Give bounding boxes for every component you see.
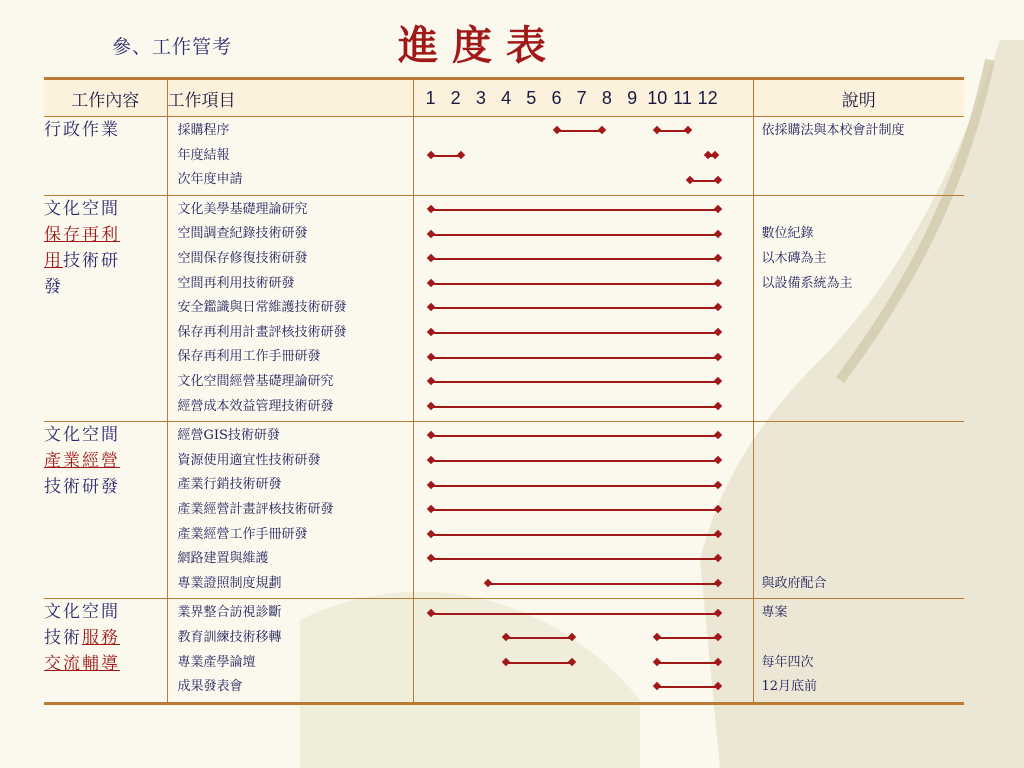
header-months [413,79,753,117]
item-note [762,296,965,321]
schedule-bar [431,406,718,408]
month-label: 1 [425,88,436,108]
item-note: 以木磚為主 [761,250,827,266]
work-item: 文化美學基礎理論研究 [177,201,308,217]
schedule-bar [657,130,687,132]
item-note [762,198,965,223]
schedule-bar [431,485,718,487]
work-item: 年度結報 [177,147,230,163]
group-category [44,422,167,599]
group-row [44,599,964,703]
category-text: 用 [44,250,63,271]
schedule-bar [431,435,718,437]
month-label: 2 [450,88,461,108]
group-row [44,117,964,196]
work-item: 採購程序 [177,123,230,138]
item-note: 每年四次 [761,654,814,670]
gantt-area [414,196,753,421]
month-label: 6 [551,88,562,108]
schedule-bar [488,583,717,585]
schedule-bar [657,662,717,664]
header-notes: 說明 [753,79,964,117]
month-label: 11 [673,88,692,108]
item-note [762,168,965,193]
month-label: 9 [627,88,638,108]
category-text: 發 [44,276,63,297]
month-label: 7 [576,88,587,108]
item-note: 專案 [761,605,788,621]
page-title: 進度表 [398,22,560,69]
item-note [762,626,965,651]
item-note [762,449,965,474]
month-label: 5 [526,88,537,108]
work-item: 空間調查紀錄技術研發 [177,226,308,242]
work-item: 專業產學論壇 [177,654,256,670]
work-item: 專業證照制度規劃 [177,575,282,591]
schedule-bar [431,283,718,285]
item-note [762,370,965,395]
group-category [44,117,167,196]
schedule-bar [557,130,602,132]
month-label: 8 [601,88,612,108]
gantt-area [414,599,753,701]
item-note: 與政府配合 [761,575,827,591]
schedule-bar [657,686,717,688]
gantt-area [414,117,753,195]
work-item: 資源使用適宜性技術研發 [177,452,321,468]
group-category [44,195,167,421]
header-content: 工作內容 [44,79,167,117]
schedule-bar [708,155,716,157]
schedule-bar [431,209,718,211]
category-text: 文化空間 [44,425,120,446]
work-item: 經營成本效益管理技術研發 [177,398,334,414]
item-note [762,345,965,370]
month-label: 4 [501,88,512,108]
schedule-bar [431,613,718,615]
schedule-bar [431,234,718,236]
month-label: 12 [697,88,718,108]
work-item: 教育訓練技術移轉 [177,629,282,645]
work-item: 安全鑑識與日常維護技術研發 [177,300,347,316]
category-text: 文化空間 [44,602,120,623]
item-note: 12月底前 [761,679,818,695]
group-category [44,599,167,703]
item-note [762,395,965,420]
schedule-bar [506,662,572,664]
work-item: 成果發表會 [177,679,243,695]
item-note [762,523,965,548]
work-item: 保存再利用計畫評核技術研發 [177,324,347,340]
work-item: 產業行銷技術研發 [177,477,282,493]
category-text: 行政作業 [44,120,120,140]
schedule-bar [431,357,718,359]
gantt-area [414,422,753,598]
item-note: 數位紀錄 [761,226,814,242]
section-heading: 參、工作管考 [112,36,233,58]
item-note: 以設備系統為主 [761,275,853,291]
schedule-bar [657,637,717,639]
item-note: 依採購法與本校會計制度 [761,123,905,138]
category-text: 文化空間 [44,198,120,219]
work-item: 空間保存修復技術研發 [177,250,308,266]
category-text: 服務 [82,628,120,649]
schedule-bar [431,332,718,334]
item-note [762,547,965,572]
schedule-bar [690,180,718,182]
schedule-bar [431,558,718,560]
work-item: 保存再利用工作手冊研發 [177,349,321,365]
group-row [44,195,964,421]
header-items: 工作項目 [167,79,413,117]
work-item: 產業經營計畫評核技術研發 [177,501,334,517]
item-note [762,473,965,498]
work-item: 網路建置與維護 [177,551,269,567]
item-note [762,144,965,169]
schedule-bar [431,155,461,157]
category-text: 技術研發 [44,477,120,498]
schedule-bar [431,307,718,309]
schedule-table [44,77,964,705]
group-row [44,422,964,599]
category-text: 技術研 [63,250,120,271]
schedule-bar [431,381,718,383]
schedule-bar [431,509,718,511]
work-item: 次年度申請 [177,172,243,188]
category-text: 技術 [44,628,82,649]
work-item: 業界整合訪視診斷 [177,605,282,621]
schedule-bar [431,460,718,462]
work-item: 產業經營工作手冊研發 [177,526,308,542]
work-item: 經營GIS技術研發 [177,428,280,444]
item-note [762,424,965,449]
item-note [762,498,965,523]
schedule-bar [506,637,572,639]
work-item: 文化空間經營基礎理論研究 [177,373,334,389]
month-label: 3 [475,88,486,108]
schedule-bar [431,534,718,536]
category-text: 保存再利 [44,224,120,245]
work-item: 空間再利用技術研發 [177,275,295,291]
category-text: 交流輔導 [44,654,120,675]
month-label: 10 [647,88,668,108]
category-text: 產業經營 [44,451,120,472]
item-note [762,321,965,346]
schedule-bar [431,258,718,260]
